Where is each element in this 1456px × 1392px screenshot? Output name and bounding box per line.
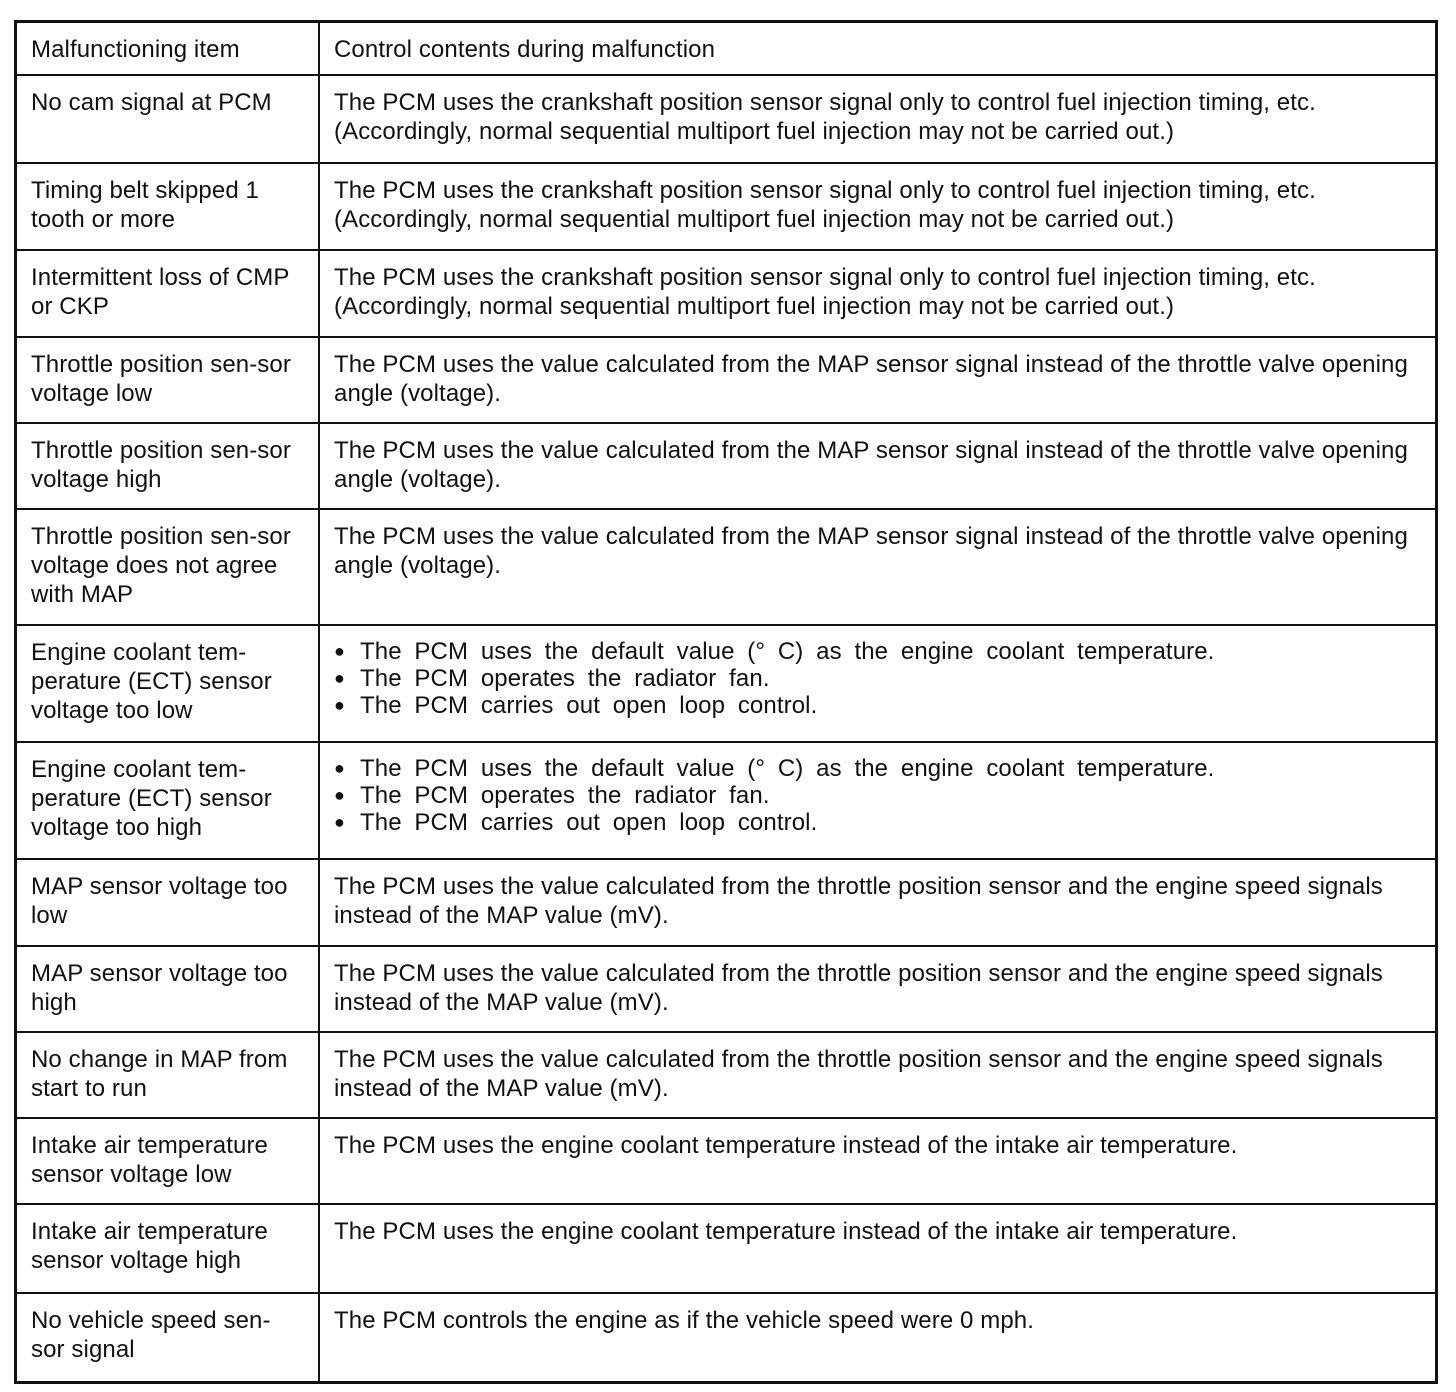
table-row xyxy=(17,163,1435,250)
row-control: The PCM uses the crankshaft position sensor signal only to control fuel injection timing, etc. (Accordingly, normal sequential multiport fuel injection may not be carried out.) xyxy=(319,163,1435,250)
header-malfunctioning-item: Malfunctioning item xyxy=(17,23,319,75)
row-control: The PCM uses the crankshaft position sensor signal only to control fuel injection timing, etc. (Accordingly, normal sequential multiport fuel injection may not be carried out.) xyxy=(319,250,1435,337)
row-item: No cam signal at PCM xyxy=(17,75,319,163)
row-control: The PCM uses the value calculated from the throttle position sensor and the engine speed signals instead of the MAP value (mV). xyxy=(319,1032,1435,1118)
bullet-item: ● The PCM carries out open loop control. xyxy=(334,809,1421,836)
row-item: Throttle position sen-sor voltage high xyxy=(17,423,319,509)
row-item: Intermittent loss of CMP or CKP xyxy=(17,250,319,337)
row-control: The PCM uses the value calculated from the throttle position sensor and the engine speed signals instead of the MAP value (mV). xyxy=(319,946,1435,1032)
row-control-bullets xyxy=(319,742,1435,859)
bullet-item: ● The PCM uses the default value (° C) as the engine coolant temperature. xyxy=(334,755,1421,782)
row-item: MAP sensor voltage too low xyxy=(17,859,319,946)
table-row xyxy=(17,742,1435,859)
row-item: Engine coolant tem-perature (ECT) sensor voltage too high xyxy=(17,742,319,859)
table-row xyxy=(17,1204,1435,1293)
row-item: No vehicle speed sen-sor signal xyxy=(17,1293,319,1381)
table-row xyxy=(17,250,1435,337)
row-control: The PCM controls the engine as if the vehicle speed were 0 mph. xyxy=(319,1293,1435,1381)
row-item: Engine coolant tem-perature (ECT) sensor voltage too low xyxy=(17,625,319,742)
row-item: Throttle position sen-sor voltage does not agree with MAP xyxy=(17,509,319,625)
row-control: The PCM uses the value calculated from the MAP sensor signal instead of the throttle valve opening angle (voltage). xyxy=(319,509,1435,625)
table-row xyxy=(17,75,1435,163)
bullet-item: ● The PCM operates the radiator fan. xyxy=(334,782,1421,809)
table-row xyxy=(17,1293,1435,1381)
row-item: MAP sensor voltage too high xyxy=(17,946,319,1032)
table-row xyxy=(17,859,1435,946)
table-row xyxy=(17,625,1435,742)
row-control: The PCM uses the value calculated from the MAP sensor signal instead of the throttle valve opening angle (voltage). xyxy=(319,423,1435,509)
bullet-item: ● The PCM operates the radiator fan. xyxy=(334,665,1421,692)
row-item: Intake air temperature sensor voltage high xyxy=(17,1204,319,1293)
table-row xyxy=(17,509,1435,625)
row-item: Intake air temperature sensor voltage low xyxy=(17,1118,319,1204)
bullet-item: ● The PCM uses the default value (° C) as the engine coolant temperature. xyxy=(334,638,1421,665)
row-control: The PCM uses the value calculated from the MAP sensor signal instead of the throttle valve opening angle (voltage). xyxy=(319,337,1435,423)
bullet-list xyxy=(334,638,1421,719)
table-row xyxy=(17,946,1435,1032)
row-control-bullets xyxy=(319,625,1435,742)
header-control-contents: Control contents during malfunction xyxy=(319,23,1435,75)
row-item: Throttle position sen-sor voltage low xyxy=(17,337,319,423)
row-item: Timing belt skipped 1 tooth or more xyxy=(17,163,319,250)
malfunction-table-grid xyxy=(17,23,1435,1381)
row-item: No change in MAP from start to run xyxy=(17,1032,319,1118)
row-control: The PCM uses the value calculated from the throttle position sensor and the engine speed signals instead of the MAP value (mV). xyxy=(319,859,1435,946)
malfunction-table xyxy=(14,20,1438,1384)
table-row xyxy=(17,423,1435,509)
table-header-row xyxy=(17,23,1435,75)
row-control: The PCM uses the crankshaft position sensor signal only to control fuel injection timing, etc. (Accordingly, normal sequential multiport fuel injection may not be carried out.) xyxy=(319,75,1435,163)
table-row xyxy=(17,337,1435,423)
bullet-list xyxy=(334,755,1421,836)
table-row xyxy=(17,1032,1435,1118)
row-control: The PCM uses the engine coolant temperature instead of the intake air temperature. xyxy=(319,1118,1435,1204)
bullet-item: ● The PCM carries out open loop control. xyxy=(334,692,1421,719)
table-row xyxy=(17,1118,1435,1204)
row-control: The PCM uses the engine coolant temperature instead of the intake air temperature. xyxy=(319,1204,1435,1293)
